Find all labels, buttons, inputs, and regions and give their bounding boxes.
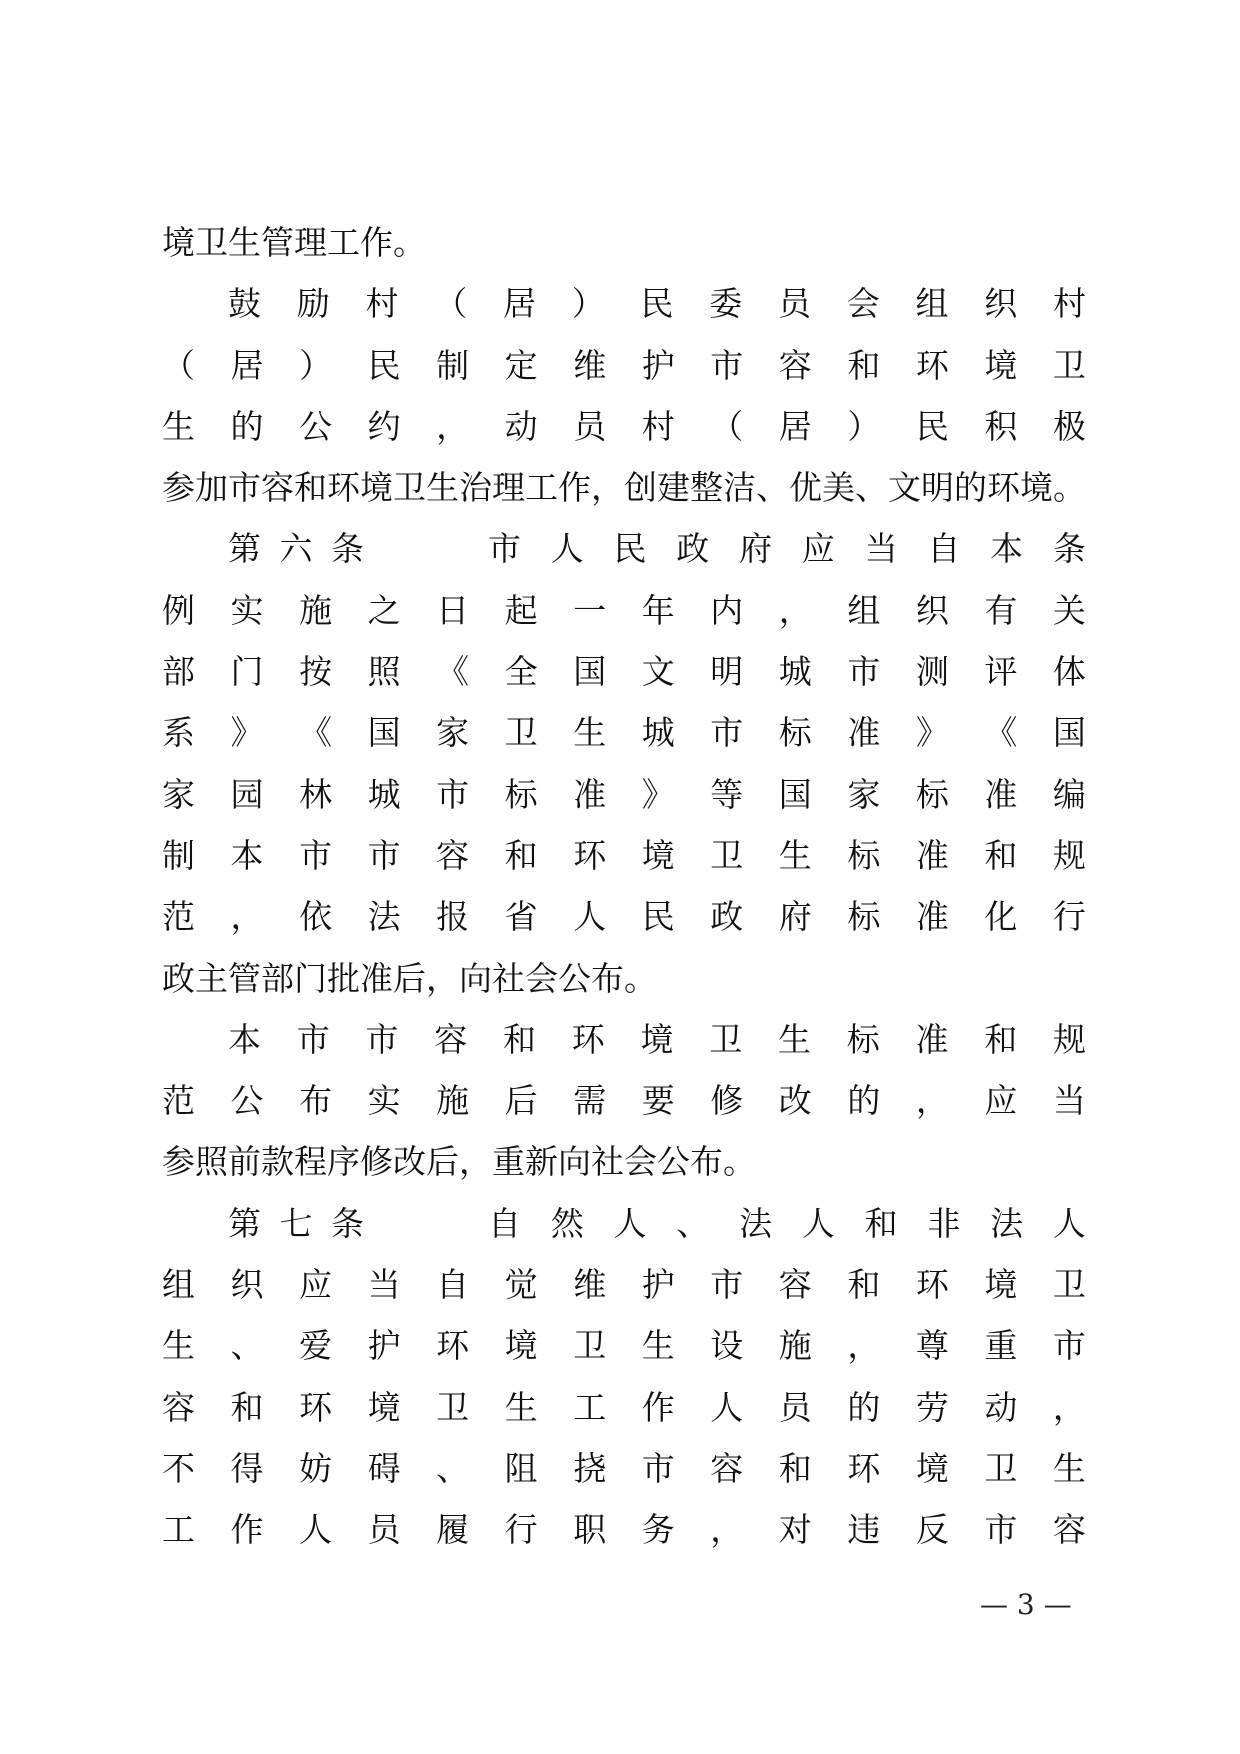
text-line: （ 居 ） 民 制 定 维 护 市 容 和 环 境 卫 (162, 345, 1086, 385)
text-line: 参加市容和环境卫生治理工作，创建整洁、优美、文明的环境。 (162, 468, 1086, 508)
text-line: 范 ， 依 法 报 省 人 民 政 府 标 准 化 行 (162, 897, 1086, 937)
article-text: 市 人 民 政 府 应 当 自 本 条 (488, 529, 1086, 569)
text-line: 容 和 环 境 卫 生 工 作 人 员 的 劳 动 ， (162, 1387, 1086, 1427)
text-line: 境卫生管理工作。 (162, 223, 426, 262)
text-line: 家 园 林 城 市 标 准 》 等 国 家 标 准 编 (162, 774, 1086, 814)
article-number: 第 六 条 (228, 529, 364, 569)
text-line: 系 》 《 国 家 卫 生 城 市 标 准 》 《 国 (162, 713, 1086, 753)
text-line: 制 本 市 市 容 和 环 境 卫 生 标 准 和 规 (162, 835, 1086, 875)
page-number: — 3 — (980, 1588, 1072, 1621)
text-line: 鼓 励 村 （ 居 ） 民 委 员 会 组 织 村 (228, 284, 1086, 324)
text-line: 工 作 人 员 履 行 职 务 ， 对 违 反 市 容 (162, 1510, 1086, 1550)
text-line: 部 门 按 照 《 全 国 文 明 城 市 测 评 体 (162, 652, 1086, 692)
text-line: 本 市 市 容 和 环 境 卫 生 标 准 和 规 (228, 1019, 1086, 1059)
text-line (162, 1193, 1086, 1254)
text-line: 组 织 应 当 自 觉 维 护 市 容 和 环 境 卫 (162, 1265, 1086, 1305)
text-line: 例 实 施 之 日 起 一 年 内 ， 组 织 有 关 (162, 590, 1086, 630)
text-line: 范 公 布 实 施 后 需 要 修 改 的 ， 应 当 (162, 1081, 1086, 1121)
text-line: 生 、 爱 护 环 境 卫 生 设 施 ， 尊 重 市 (162, 1326, 1086, 1366)
text-line (162, 518, 1086, 579)
text-line: 政主管部门批准后，向社会公布。 (162, 958, 657, 998)
text-line: 生 的 公 约 ， 动 员 村 （ 居 ） 民 积 极 (162, 406, 1086, 446)
body-text (162, 212, 1086, 1561)
article-number: 第 七 条 (228, 1203, 364, 1243)
article-text: 自 然 人 、 法 人 和 非 法 人 (488, 1203, 1086, 1243)
text-line: 不 得 妨 碍 、 阻 挠 市 容 和 环 境 卫 生 (162, 1448, 1086, 1488)
text-line: 参照前款程序修改后，重新向社会公布。 (162, 1142, 756, 1182)
